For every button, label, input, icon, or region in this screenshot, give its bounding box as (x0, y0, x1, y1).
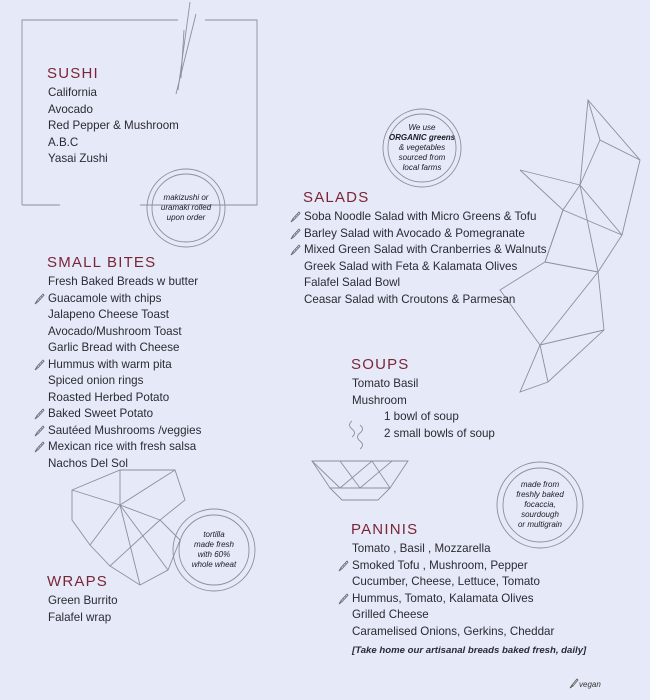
list-item-label: Falafel Salad Bowl (304, 276, 401, 289)
list-item-label: Grilled Cheese (352, 608, 429, 621)
focaccia-info-bubble: made from freshly baked focaccia, sourdough or multigrain (516, 480, 564, 529)
list-item-label: Avocado/Mushroom Toast (48, 324, 182, 338)
vegan-legend: vegan (569, 678, 601, 689)
list-item-label: Guacamole with chips (48, 291, 162, 305)
section-title-salads: SALADS (303, 189, 370, 206)
list-item-label: Nachos Del Sol (48, 456, 128, 470)
list-item (304, 209, 547, 226)
list-item (48, 439, 201, 456)
list-item-label: Mexican rice with fresh salsa (48, 440, 197, 453)
leaf-pencil-icon (290, 228, 301, 240)
list-item: Avocado (48, 102, 93, 116)
list-item: Yasai Zushi (48, 152, 108, 165)
section-title-wraps: WRAPS (47, 573, 109, 590)
list-item (48, 307, 201, 324)
salads-list (304, 209, 547, 308)
small-bites-list (48, 274, 201, 472)
list-item-label: Tomato , Basil , Mozzarella (352, 542, 491, 555)
list-item: Tomato Basil (352, 377, 419, 390)
list-item-label: Fresh Baked Breads w butter (48, 275, 199, 288)
list-item-label: Spiced onion rings (48, 374, 144, 387)
list-item-label: Sautéed Mushrooms /veggies (48, 423, 202, 437)
list-item (48, 456, 201, 473)
list-item (352, 591, 554, 608)
list-item (48, 291, 201, 308)
list-item (48, 423, 201, 440)
leaf-pencil-icon (290, 211, 301, 223)
list-item (48, 390, 201, 407)
list-item (48, 324, 201, 341)
leaf-pencil-icon (34, 408, 45, 420)
list-item-label: Ceasar Salad with Croutons & Parmesan (304, 292, 516, 306)
leaf-pencil-icon (338, 560, 349, 572)
leaf-pencil-icon (569, 678, 579, 689)
list-item-label: Caramelised Onions, Gerkins, Cheddar (352, 624, 555, 638)
list-item (48, 373, 201, 390)
list-item: A.B.C (48, 135, 79, 149)
list-item (352, 574, 554, 591)
list-item (48, 340, 201, 357)
leaf-pencil-icon (34, 425, 45, 437)
paninis-list (352, 541, 554, 640)
soup-sizes-list (384, 409, 495, 442)
list-item: Mushroom (352, 393, 407, 407)
list-item (352, 558, 554, 575)
bread-note: [Take home our artisanal breads baked fresh, daily] (352, 645, 587, 656)
list-item-label: Hummus, Tomato, Kalamata Olives (352, 591, 534, 605)
list-item-label: Roasted Herbed Potato (48, 390, 170, 404)
list-item (48, 357, 201, 374)
list-item-label: Smoked Tofu , Mushroom, Pepper (352, 558, 528, 572)
tortilla-info-bubble: tortilla made fresh with 60% whole wheat (191, 530, 237, 569)
organic-info-bubble: We use ORGANIC greens & vegetables sourced from local farms (388, 123, 456, 172)
list-item (352, 607, 554, 624)
list-item: 2 small bowls of soup (384, 426, 495, 440)
list-item (48, 274, 201, 291)
list-item (48, 406, 201, 423)
list-item-label: Jalapeno Cheese Toast (48, 308, 169, 321)
list-item (304, 259, 547, 276)
sushi-info-bubble: makizushi or uramaki rolled upon order (160, 193, 212, 222)
section-title-sushi: SUSHI (47, 65, 99, 82)
leaf-pencil-icon (34, 441, 45, 453)
list-item-label: Greek Salad with Feta & Kalamata Olives (304, 259, 518, 273)
list-item-label: Soba Noodle Salad with Micro Greens & Tofu (304, 210, 537, 223)
section-title-soups: SOUPS (351, 356, 410, 373)
leaf-pencil-icon (34, 359, 45, 371)
wraps-list (48, 593, 118, 626)
soups-list (352, 376, 418, 409)
list-item-label: Hummus with warm pita (48, 357, 172, 371)
list-item-label: Garlic Bread with Cheese (48, 341, 180, 354)
list-item: Green Burrito (48, 594, 118, 607)
list-item-label: Barley Salad with Avocado & Pomegranate (304, 226, 525, 240)
list-item (304, 275, 547, 292)
leaf-pencil-icon (290, 244, 301, 256)
list-item (304, 242, 547, 259)
section-title-paninis: PANINIS (351, 521, 419, 538)
list-item: California (48, 86, 97, 99)
list-item-label: Cucumber, Cheese, Lettuce, Tomato (352, 575, 540, 588)
list-item: 1 bowl of soup (384, 410, 459, 423)
leaf-pencil-icon (34, 293, 45, 305)
sushi-list (48, 85, 179, 168)
section-title-small-bites: SMALL BITES (47, 254, 157, 271)
leaf-pencil-icon (338, 593, 349, 605)
list-item: Red Pepper & Mushroom (48, 119, 179, 132)
list-item (304, 226, 547, 243)
list-item-label: Mixed Green Salad with Cranberries & Walnuts (304, 243, 547, 256)
list-item (352, 624, 554, 641)
list-item-label: Baked Sweet Potato (48, 407, 154, 420)
list-item: Falafel wrap (48, 610, 112, 624)
list-item (304, 292, 547, 309)
list-item (352, 541, 554, 558)
